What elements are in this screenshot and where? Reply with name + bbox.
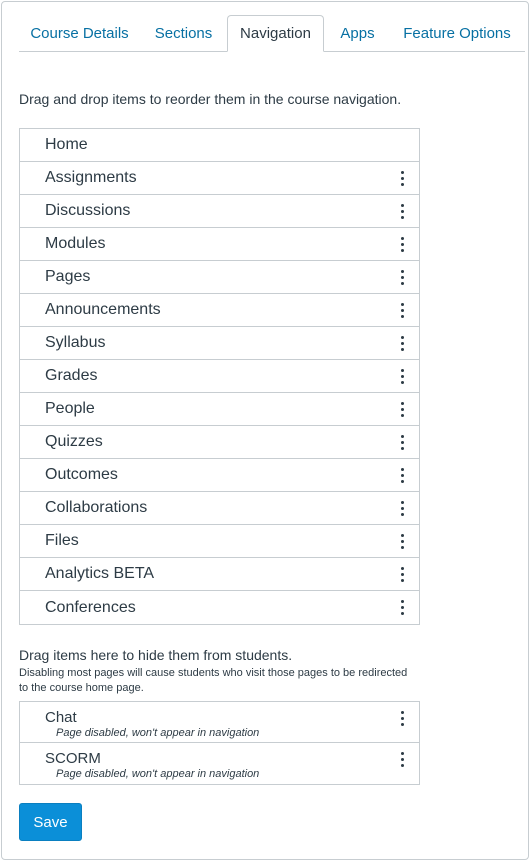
kebab-dot [401,204,404,207]
nav-item-pages[interactable] [20,261,419,294]
kebab-menu-icon[interactable] [397,432,407,452]
kebab-dot [401,270,404,273]
kebab-menu-icon[interactable] [397,366,407,386]
kebab-dot [401,381,404,384]
nav-item-label: Modules [45,235,106,252]
nav-item-label: Grades [45,367,98,384]
nav-item-discussions[interactable] [20,195,419,228]
nav-item-label: Syllabus [45,334,106,351]
kebab-dot [401,501,404,504]
kebab-dot [401,414,404,417]
kebab-dot [401,764,404,767]
nav-item-label: Assignments [45,169,137,186]
settings-tabs [19,15,525,52]
nav-item-label: Announcements [45,301,161,318]
kebab-dot [401,711,404,714]
kebab-dot [401,249,404,252]
kebab-dot [401,513,404,516]
tab-navigation[interactable]: Navigation [227,15,324,52]
tab-feature-options[interactable]: Feature Options [403,24,511,42]
nav-item-label: Analytics BETA [45,565,155,582]
nav-item-label: Collaborations [45,499,148,516]
kebab-dot [401,237,404,240]
kebab-menu-icon[interactable] [397,300,407,320]
kebab-dot [401,435,404,438]
kebab-menu-icon[interactable] [397,749,407,769]
kebab-dot [401,507,404,510]
kebab-dot [401,348,404,351]
kebab-dot [401,369,404,372]
kebab-dot [401,723,404,726]
hidden-item-chat[interactable] [20,702,419,743]
kebab-dot [401,717,404,720]
hidden-item-label: SCORM [45,750,101,767]
nav-item-label: People [45,400,95,417]
hidden-items-note: Disabling most pages will cause students who visit those pages to be redirected to the course home page. [19,667,408,694]
kebab-menu-icon[interactable] [397,708,407,728]
kebab-dot [401,282,404,285]
kebab-dot [401,402,404,405]
nav-item-label: Home [45,136,88,153]
kebab-menu-icon[interactable] [397,564,407,584]
nav-item-label: Outcomes [45,466,118,483]
nav-item-quizzes[interactable] [20,426,419,459]
hidden-item-status: Page disabled, won't appear in navigation [56,768,260,780]
nav-item-announcements[interactable] [20,294,419,327]
nav-item-modules[interactable] [20,228,419,261]
kebab-menu-icon[interactable] [397,399,407,419]
hidden-item-status: Page disabled, won't appear in navigation [56,727,260,739]
nav-item-grades[interactable] [20,360,419,393]
kebab-dot [401,540,404,543]
save-button[interactable]: Save [19,803,82,841]
nav-item-collaborations[interactable] [20,492,419,525]
kebab-dot [401,600,404,603]
nav-item-assignments[interactable] [20,162,419,195]
kebab-dot [401,210,404,213]
nav-item-people[interactable] [20,393,419,426]
kebab-dot [401,183,404,186]
kebab-dot [401,468,404,471]
kebab-dot [401,216,404,219]
kebab-menu-icon[interactable] [397,465,407,485]
course-settings-panel [1,1,529,860]
kebab-dot [401,534,404,537]
kebab-menu-icon[interactable] [397,598,407,618]
kebab-dot [401,315,404,318]
reorder-instructions: Drag and drop items to reorder them in the course navigation. [19,91,402,107]
nav-item-label: Quizzes [45,433,103,450]
kebab-menu-icon[interactable] [397,267,407,287]
nav-item-label: Conferences [45,598,136,616]
tab-course-details[interactable]: Course Details [30,24,129,42]
nav-item-outcomes[interactable] [20,459,419,492]
kebab-dot [401,447,404,450]
kebab-dot [401,579,404,582]
nav-item-label: Pages [45,268,91,285]
tab-apps[interactable]: Apps [340,24,375,42]
kebab-dot [401,752,404,755]
kebab-dot [401,171,404,174]
kebab-dot [401,177,404,180]
kebab-dot [401,303,404,306]
kebab-dot [401,567,404,570]
kebab-dot [401,243,404,246]
kebab-menu-icon[interactable] [397,234,407,254]
kebab-menu-icon[interactable] [397,498,407,518]
kebab-dot [401,441,404,444]
enabled-navigation-list [19,128,420,625]
nav-item-label: Discussions [45,202,131,219]
kebab-dot [401,546,404,549]
kebab-dot [401,573,404,576]
nav-item-analytics-beta[interactable] [20,558,419,591]
kebab-dot [401,375,404,378]
kebab-dot [401,342,404,345]
kebab-dot [401,612,404,615]
kebab-menu-icon[interactable] [397,168,407,188]
kebab-menu-icon[interactable] [397,531,407,551]
nav-item-files[interactable] [20,525,419,558]
kebab-dot [401,309,404,312]
kebab-dot [401,758,404,761]
kebab-dot [401,336,404,339]
kebab-dot [401,480,404,483]
nav-item-label: Files [45,532,79,549]
kebab-menu-icon[interactable] [397,333,407,353]
tab-sections[interactable]: Sections [154,24,213,42]
kebab-menu-icon[interactable] [397,201,407,221]
nav-item-home[interactable] [20,129,419,162]
hidden-items-heading: Drag items here to hide them from students. [19,647,293,663]
kebab-dot [401,276,404,279]
hidden-navigation-list [19,701,420,785]
nav-item-syllabus[interactable] [20,327,419,360]
hidden-item-label: Chat [45,709,77,726]
kebab-dot [401,606,404,609]
hidden-item-scorm[interactable] [20,743,419,784]
kebab-dot [401,408,404,411]
kebab-dot [401,474,404,477]
nav-item-conferences[interactable] [20,591,419,624]
